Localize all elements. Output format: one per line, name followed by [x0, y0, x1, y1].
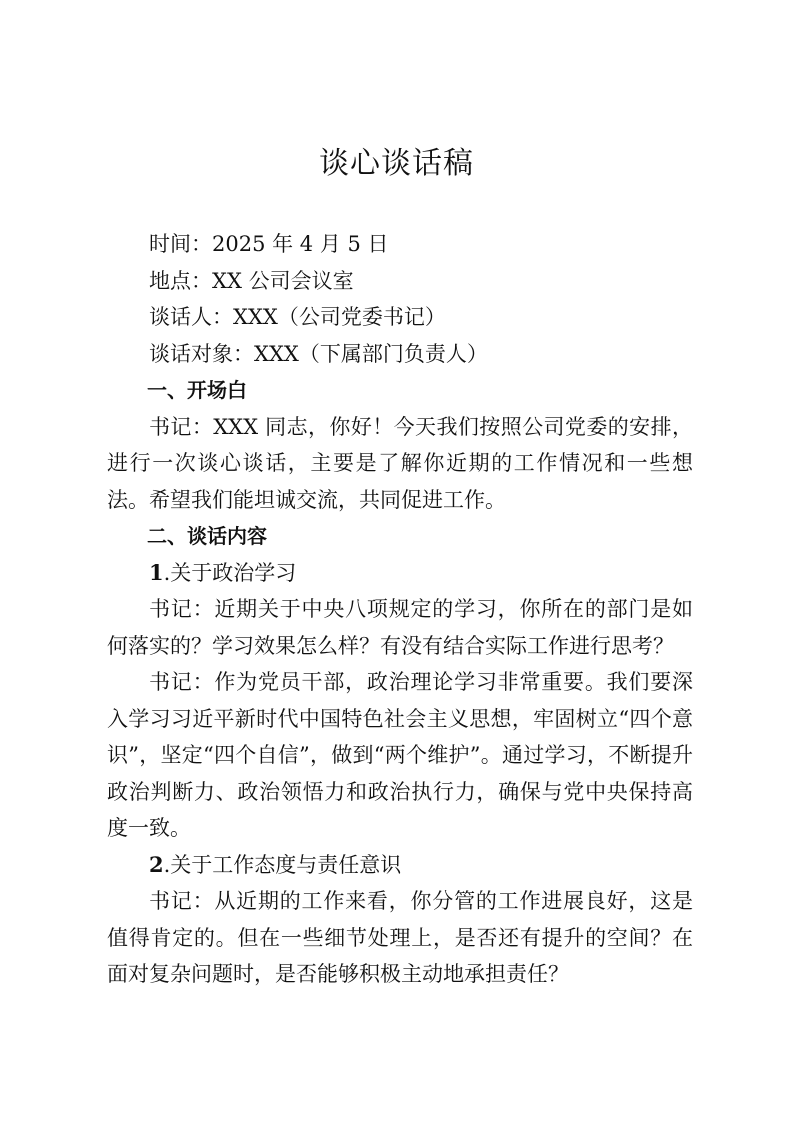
meta-time: 时间：2025 年 4 月 5 日: [149, 232, 389, 256]
subheading-political-study: [107, 555, 693, 592]
subheading-work-attitude: [107, 847, 693, 884]
subheading-number: 1: [149, 559, 164, 585]
section-heading-opening: 一、开场白: [147, 378, 247, 402]
subheading-text: .关于政治学习: [163, 560, 297, 585]
paragraph-political-study-1: 书记：近期关于中央八项规定的学习，你所在的部门是如何落实的？学习效果怎么样？有没有结合实际工作进行思考？: [107, 597, 693, 658]
paragraph-work-attitude-1: 书记：从近期的工作来看，你分管的工作进展良好，这是值得肯定的。但在一些细节处理上，是否还有提升的空间？在面对复杂问题时，是否能够积极主动地承担责任？: [107, 889, 693, 986]
paragraph-political-study-2: 书记：作为党员干部，政治理论学习非常重要。我们要深入学习习近平新时代中国特色社会主义思想，牢固树立“四个意识”，坚定“四个自信”，做到“两个维护”。通过学习，不断提升政治判断力、政治领悟力和政治执行力，确保与党中央保持高度一致。: [107, 670, 693, 840]
meta-speaker: 谈话人：XXX（公司党委书记）: [149, 305, 446, 329]
paragraph-opening: 书记：XXX 同志，你好！今天我们按照公司党委的安排，进行一次谈心谈话，主要是了解你近期的工作情况和一些想法。希望我们能坦诚交流，共同促进工作。: [107, 414, 693, 512]
subheading-text: .关于工作态度与责任意识: [163, 852, 402, 877]
page-title: 谈心谈话稿: [319, 146, 474, 181]
section-heading-content: 二、谈话内容: [147, 524, 267, 548]
document-body: [107, 226, 693, 993]
subheading-number: 2: [149, 851, 164, 877]
meta-place: 地点：XX 公司会议室: [149, 268, 354, 293]
meta-target: 谈话对象：XXX（下属部门负责人）: [149, 341, 488, 366]
